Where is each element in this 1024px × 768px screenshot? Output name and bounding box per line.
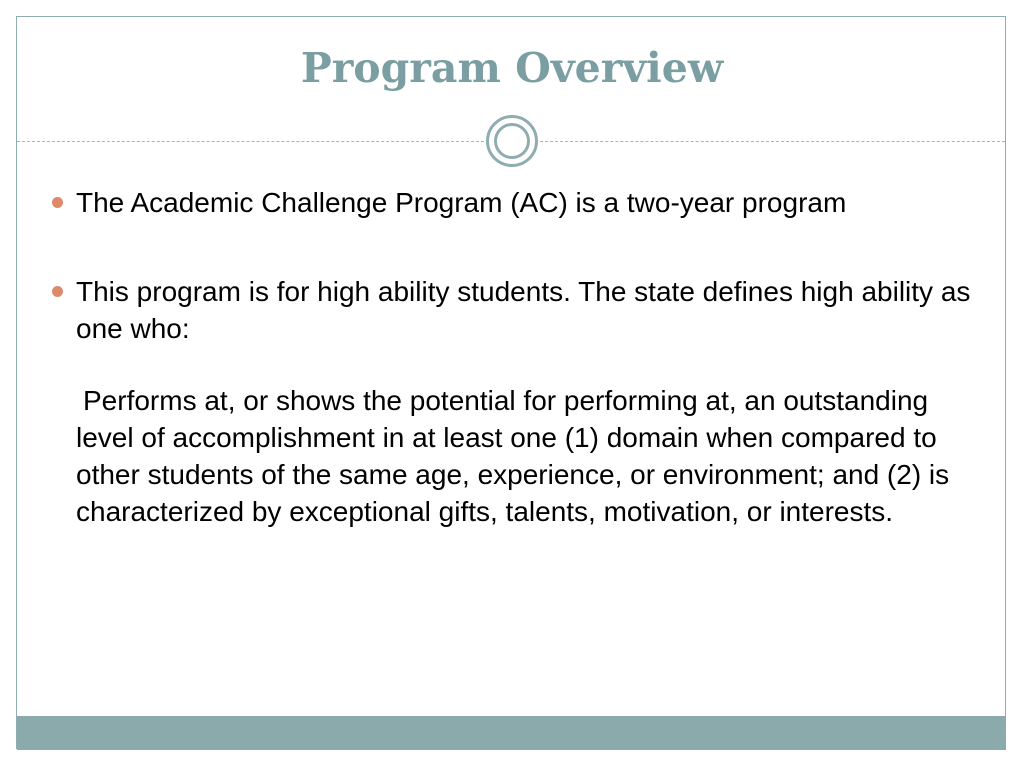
bullet-text: The Academic Challenge Program (AC) is a two-year program	[76, 187, 847, 218]
inner-circle-icon	[494, 123, 530, 159]
title-divider-right	[540, 141, 1005, 142]
title-divider-left	[17, 141, 484, 142]
definition-block	[48, 382, 978, 530]
bullet-dot-icon	[52, 286, 63, 297]
bullet-dot-icon	[52, 197, 63, 208]
slide-content	[48, 184, 978, 530]
definition-text: Performs at, or shows the potential for performing at, an outstanding level of accomplishment in at least one (1) domain when compared to other students of the same age, experience, or environment; and (2) is characterized by exceptional gifts, talents, motivation, or interests.	[76, 385, 950, 527]
bullet-item	[48, 184, 978, 221]
footer-bar	[17, 716, 1006, 750]
slide-title: Program Overview	[300, 44, 724, 92]
bullet-text: This program is for high ability students. The state defines high ability as one who:	[76, 276, 971, 344]
bullet-item	[48, 273, 978, 347]
circle-ornament-icon	[486, 115, 538, 167]
